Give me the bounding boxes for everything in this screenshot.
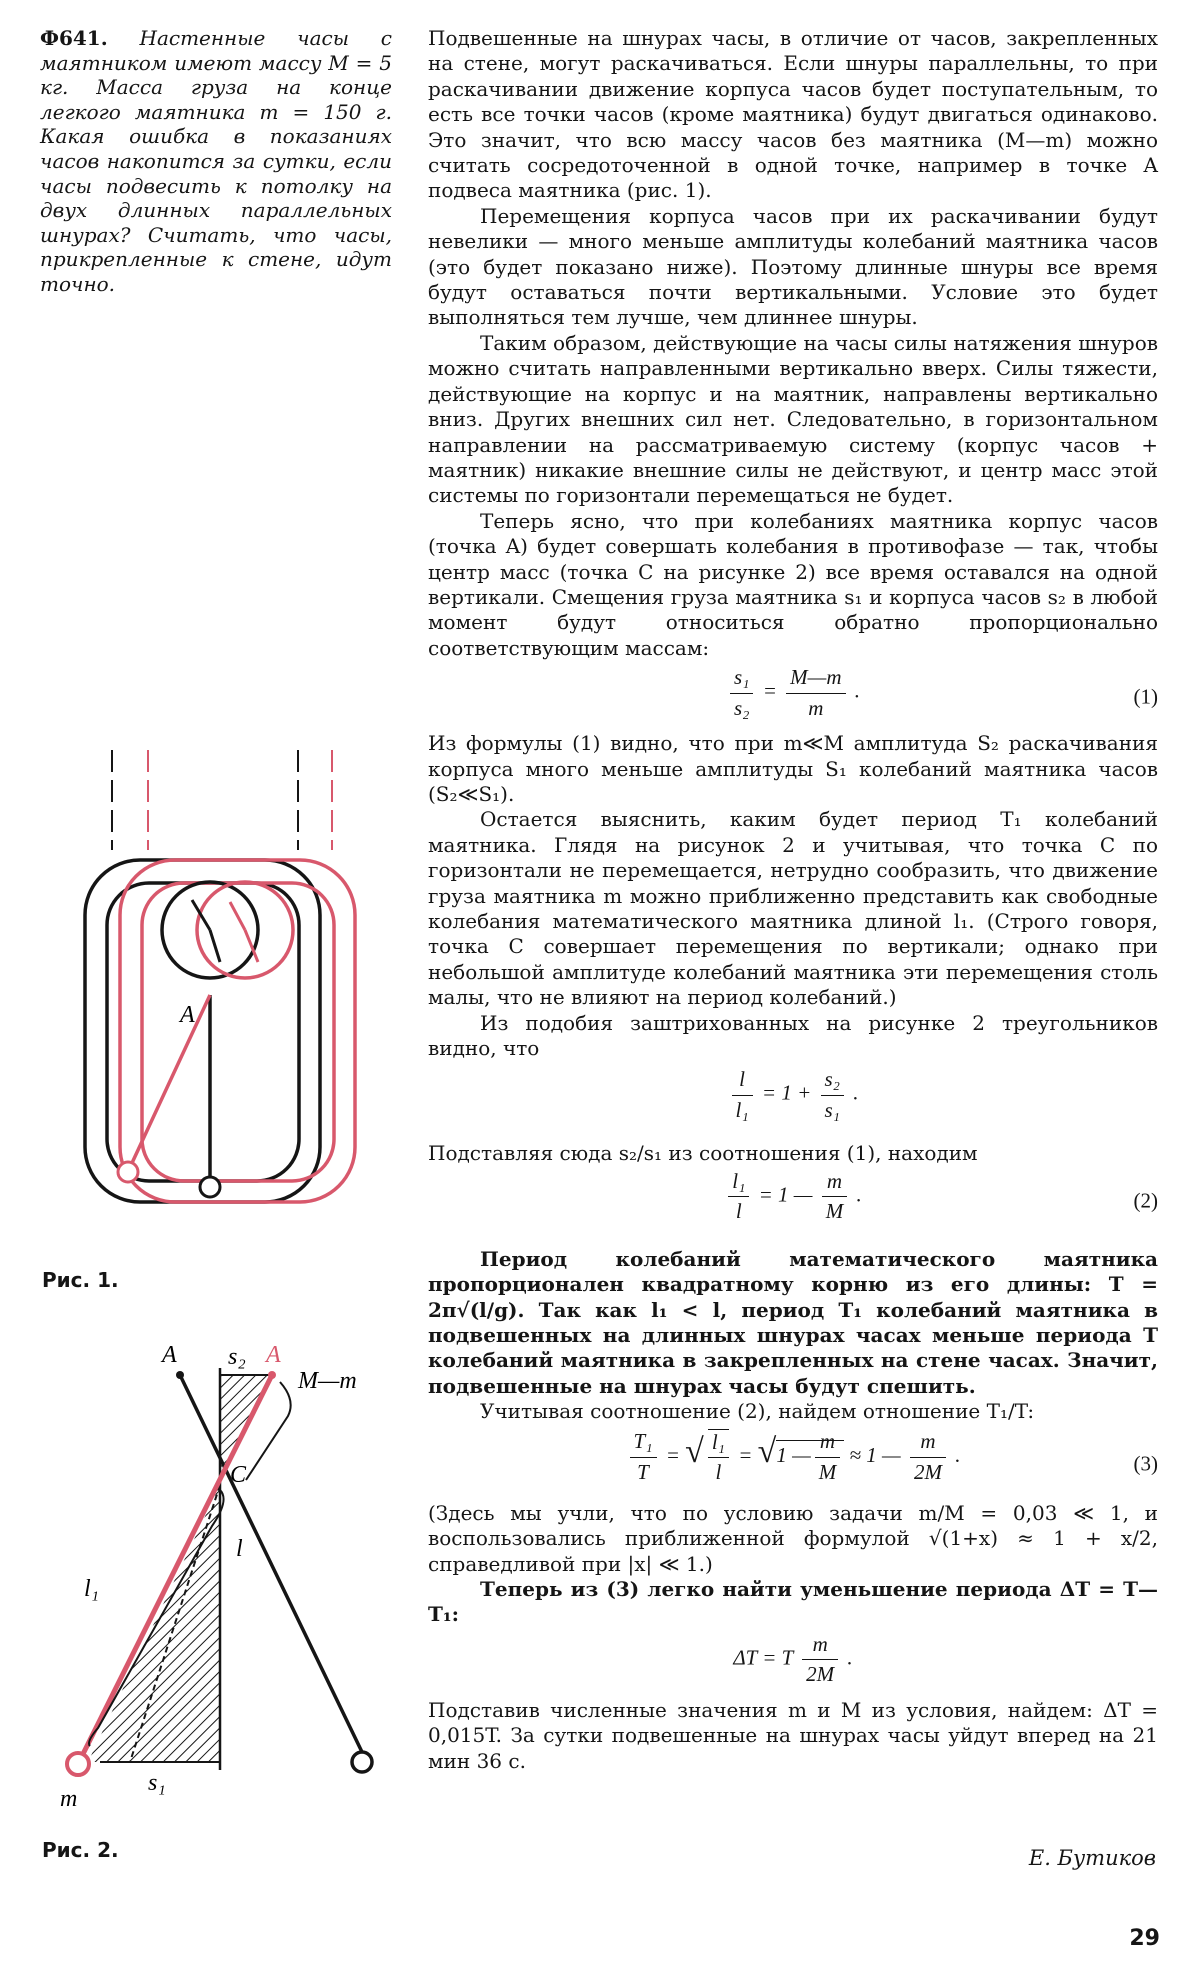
paragraph-2: Перемещения корпуса часов при их раскачивании будут невелики — много меньше амплитуды колебаний маятника часов (это будет показано ниже). Поэтому длинные шнуры все время будут оставаться почти вертикальными. Условие это будет выполняться тем лучше, чем длиннее шнуры. bbox=[428, 203, 1158, 330]
paragraph-1: Подвешенные на шнурах часы, в отличие от часов, закрепленных на стене, могут раскачиваться. Если шнуры параллельны, то при раскачивании движение корпуса часов будет поступательным, то есть все точки часов (кроме маятника) будут двигаться одинаково. Это значит, что всю массу часов без маятника (M—m) можно считать сосредоточенной в одной точке, например в точке A подвеса маятника (рис. 1). bbox=[428, 26, 1158, 203]
paragraph-12: Теперь из (3) легко найти уменьшение периода ΔT = T—T₁: bbox=[428, 1576, 1158, 1627]
formula-3: $\frac{\text{l₁}}{l}$ = 1 — $\frac{m}{M}$ . (2) bbox=[428, 1169, 1158, 1233]
paragraph-8: Подставляя сюда s₂/s₁ из соотношения (1), находим bbox=[428, 1141, 978, 1166]
formula-5: ΔT = T $\frac{m}{2M}$ . bbox=[733, 1631, 853, 1687]
paragraph-5: Из формулы (1) видно, что при m≪M амплитуда S₂ раскачивания корпуса много меньше амплитуды S₁ колебаний маятника часов (S₂≪S₁). bbox=[428, 731, 1158, 806]
formula-2: $\frac{l}{\text{l₁}}$ = 1 + $\frac{\text{s₂}}{\text{s₁}}$ . bbox=[428, 1067, 1158, 1139]
fig2-hatched-triangle-lower bbox=[88, 1485, 220, 1762]
fig1-label-A: A bbox=[180, 1002, 195, 1028]
paragraph-6: Остается выяснить, каким будет период T₁ колебаний маятника. Глядя на рисунок 2 и учитывая, что точка C по горизонтали не перемещается, нетрудно сообразить, что движение груза маятника m можно приближенно представить как свободные колебания математического маятника длиной l₁. (Строго говоря, точка C совершает перемещения по вертикали; однако при небольшой амплитуде колебаний маятника эти перемещения столь малы, что не влияют на период колебаний.) bbox=[428, 807, 1158, 1010]
formula-1: $\frac{\text{s₁}}{\text{s₂}}$ = $\frac{M—m}{m}$ . (1) bbox=[428, 665, 1158, 729]
page-number: 29 bbox=[1129, 1926, 1160, 1951]
paragraph-7: Из подобия заштрихованных на рисунке 2 треугольников видно, что bbox=[428, 1010, 1158, 1061]
problem-number: Ф641. bbox=[40, 26, 108, 50]
problem-text: Настенные часы с маятником имеют массу M = 5 кг. Масса груза на конце легкого маятника m = 150 г. Какая ошибка в показаниях часов накопится за сутки, если часы подвесить к потолку на двух длинных параллельных шнурах? Считать, что часы, прикрепленные к стене, идут точно. bbox=[40, 26, 392, 296]
figure-1 bbox=[70, 740, 360, 1230]
equation-number-1: (1) bbox=[1133, 684, 1158, 709]
fig2-label-Mm: M—m bbox=[298, 1368, 357, 1394]
fig2-label-s2: s₂ bbox=[228, 1344, 246, 1370]
fig2-label-s1: s₁ bbox=[148, 1770, 166, 1796]
problem-statement bbox=[40, 26, 392, 297]
paragraph-3: Таким образом, действующие на часы силы натяжения шнуров можно считать направленными вертикально вверх. Силы тяжести, действующие на корпус и на маятник, направлены вертикально вниз. Других внешних сил нет. Следовательно, в горизонтальном направлении на рассматриваемую систему (корпус часов + маятник) никакие внешние силы не действуют, и центр масс этой системы по горизонтали перемещаться не будет. bbox=[428, 330, 1158, 508]
author-signature: Е. Бутиков bbox=[1028, 1846, 1156, 1870]
fig1-cords bbox=[112, 750, 298, 850]
equation-number-3: (3) bbox=[1133, 1450, 1158, 1475]
paragraph-13: Подставив численные значения m и M из условия, найдем: ΔT = 0,015T. За сутки подвешенные на шнурах часы уйдут вперед на 21 мин 36 с. bbox=[428, 1697, 1158, 1773]
figure-2 bbox=[40, 1330, 380, 1810]
fig2-label-l1: l₁ bbox=[84, 1576, 100, 1602]
fig2-label-m: m bbox=[60, 1786, 78, 1810]
paragraph-10: Учитывая соотношение (2), найдем отношение T₁/T: bbox=[480, 1399, 1035, 1424]
fig2-label-C: C bbox=[230, 1462, 247, 1488]
fig2-label-A-red: A bbox=[266, 1342, 281, 1368]
paragraph-9: Период колебаний математического маятника пропорционален квадратному корню из его длины: T = 2π√(l/g). Так как l₁ < l, период T₁ колебаний маятника в подвешенных на длинных шнурах часах меньше периода T колебаний маятника в закрепленных на стене часах. Значит, подвешенные на шнурах часы будут спешить. bbox=[428, 1246, 1158, 1398]
fig2-label-A-black: A bbox=[162, 1342, 177, 1368]
equation-number-2: (2) bbox=[1133, 1188, 1158, 1213]
figure-2-caption: Рис. 2. bbox=[42, 1838, 119, 1862]
solution-text bbox=[428, 26, 1158, 1774]
fig2-label-l: l bbox=[236, 1536, 243, 1562]
paragraph-11: (Здесь мы учли, что по условию задачи m/M = 0,03 ≪ 1, и воспользовались приближенной формулой √(1+x) ≈ 1 + x/2, справедливой при |x| ≪ 1.) bbox=[428, 1500, 1158, 1576]
figure-1-caption: Рис. 1. bbox=[42, 1268, 119, 1292]
formula-4: $\frac{\text{T₁}}{T}$ = √ $\frac{\text{l₁}}{l}$ = √1 — $\frac{m}{M}$ ≈ 1 — $\frac{m}{2M}$ . (3) bbox=[428, 1429, 1158, 1499]
paragraph-4: Теперь ясно, что при колебаниях маятника корпус часов (точка A) будет совершать колебания в противофазе — так, чтобы центр масс (точка C на рисунке 2) все время оставался на одной вертикали. Смещения груза маятника s₁ и корпуса часов s₂ в любой момент будут относиться обратно пропорционально соответствующим массам: bbox=[428, 508, 1158, 660]
